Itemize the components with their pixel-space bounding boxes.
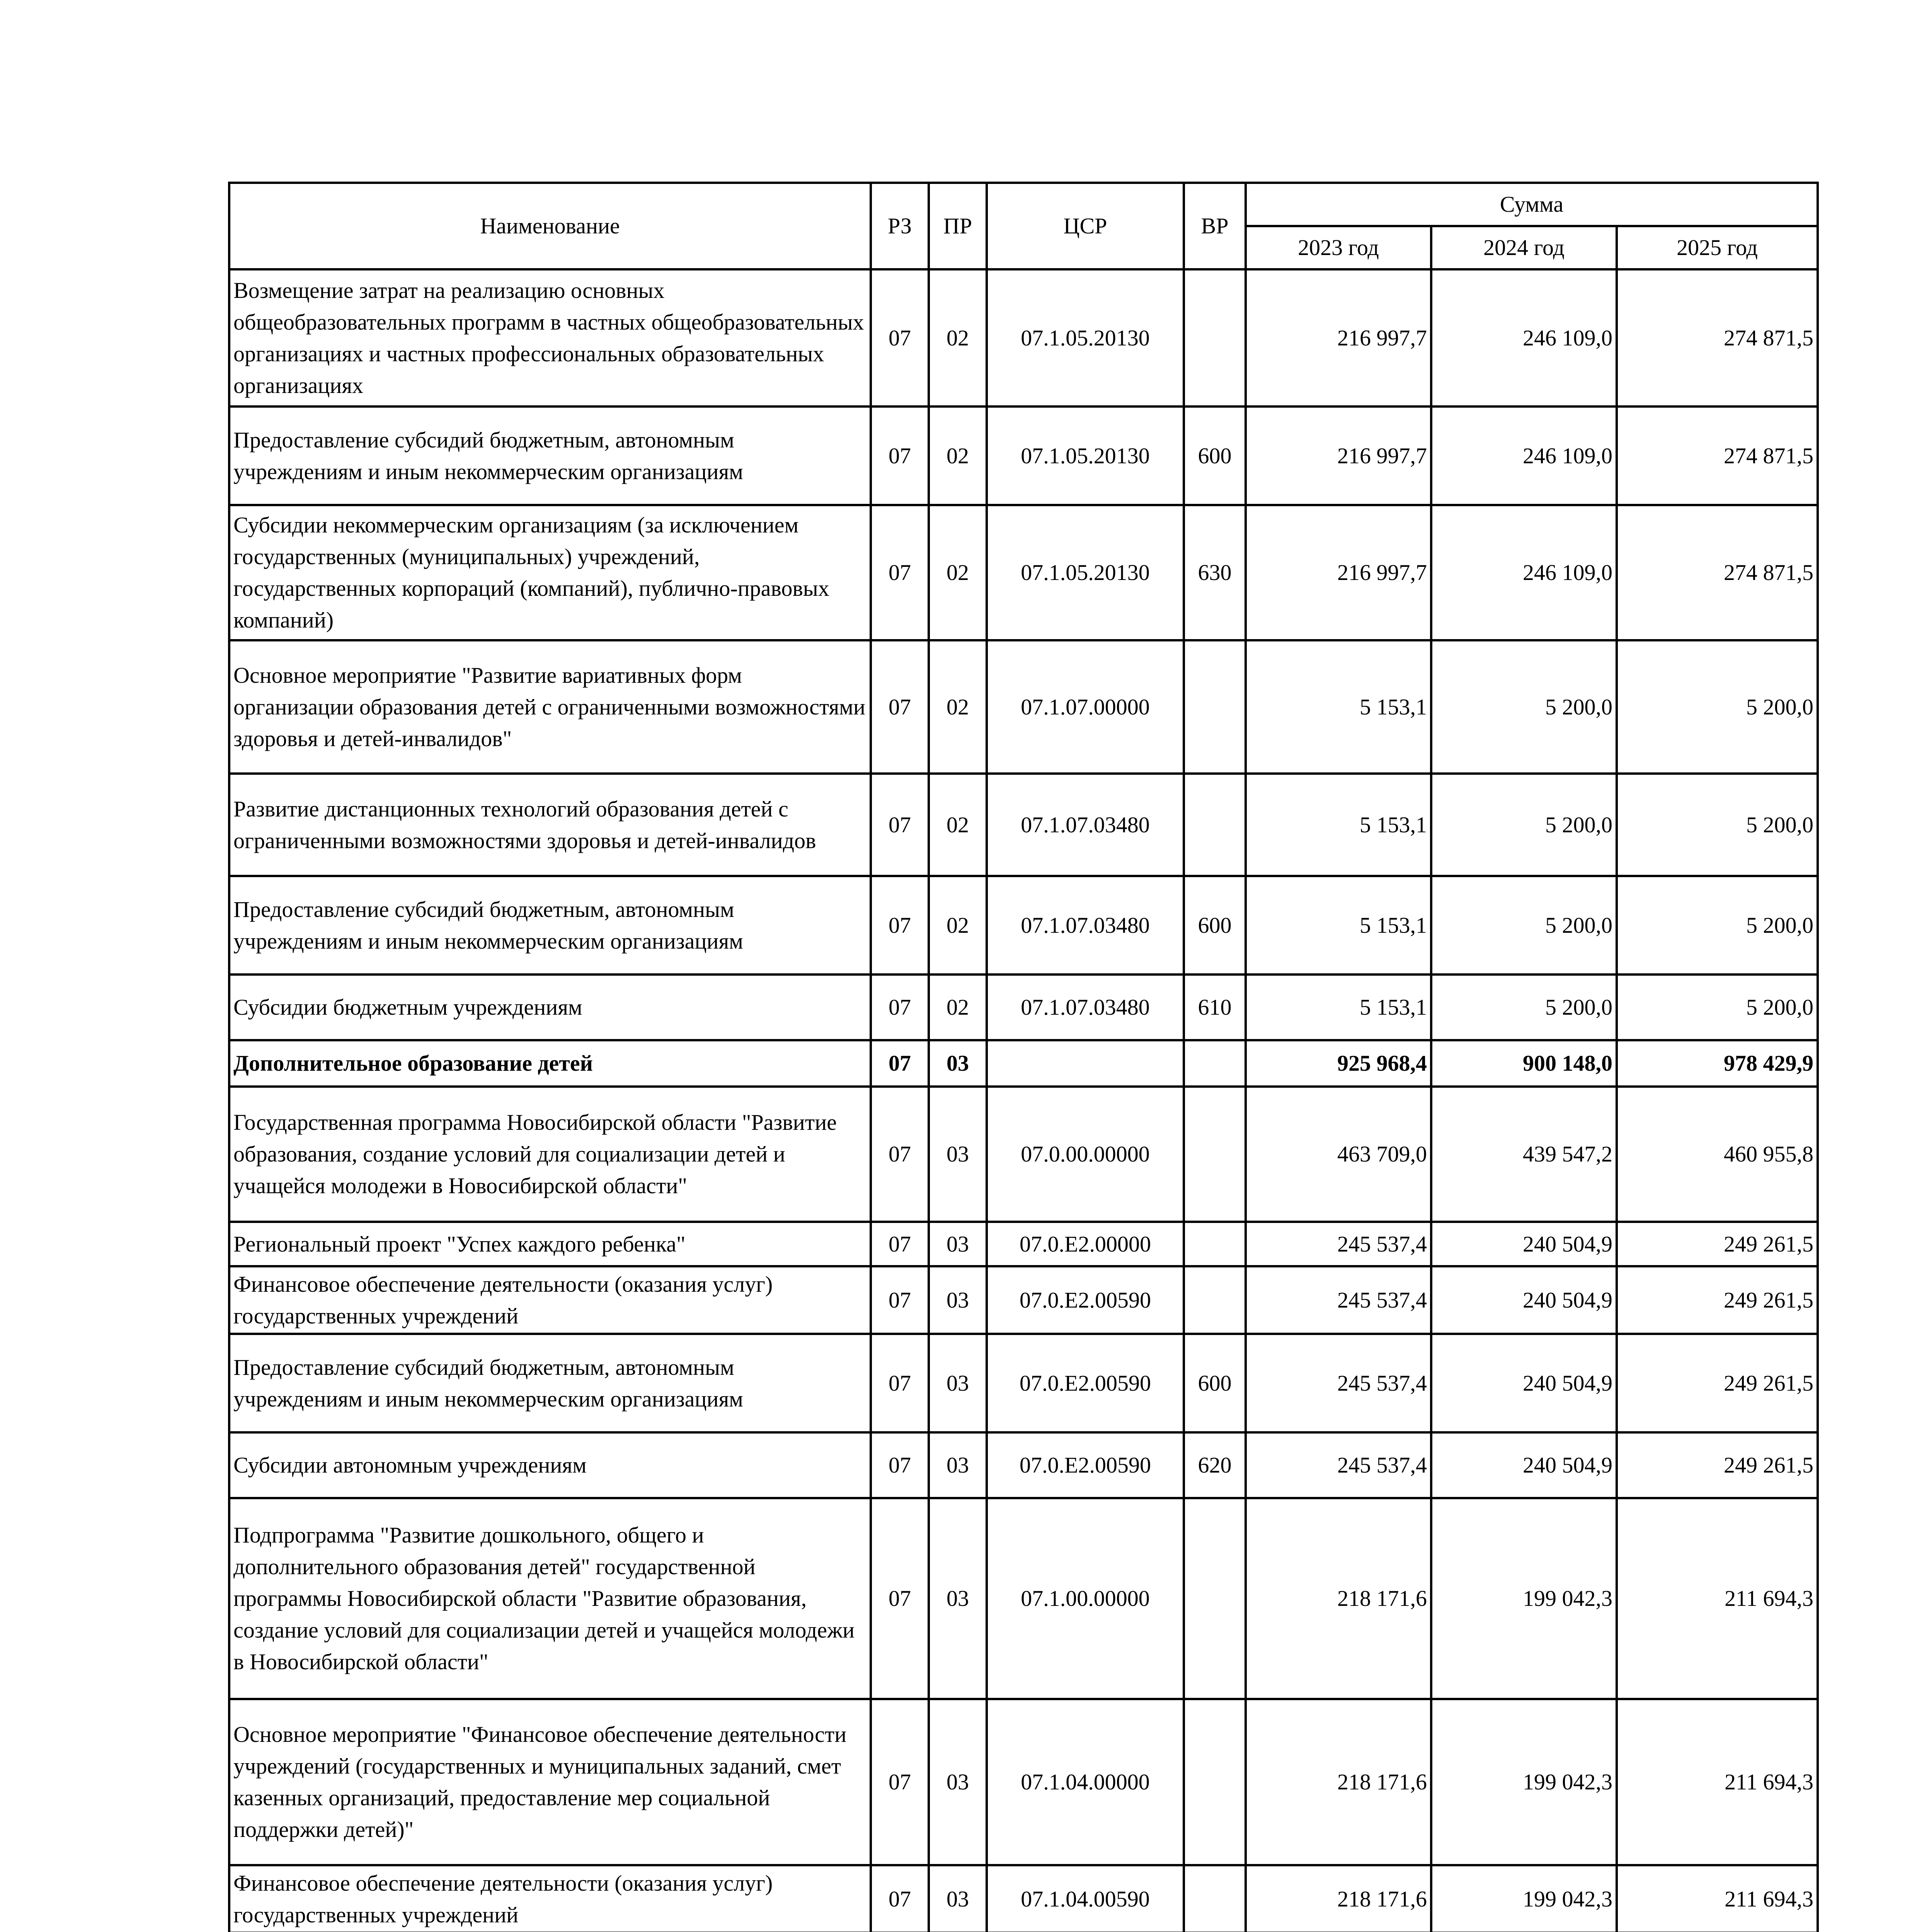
row-name: Субсидии бюджетным учреждениям: [229, 975, 871, 1040]
row-vr: 600: [1184, 406, 1246, 505]
row-2024: 5 200,0: [1431, 876, 1617, 975]
row-vr: [1184, 1222, 1246, 1266]
row-vr: [1184, 269, 1246, 406]
row-2023: 245 537,4: [1246, 1266, 1431, 1334]
row-pr: 03: [929, 1498, 987, 1699]
row-vr: 630: [1184, 505, 1246, 640]
row-2023: 216 997,7: [1246, 505, 1431, 640]
row-2025: 211 694,3: [1617, 1865, 1818, 1932]
row-vr: 600: [1184, 876, 1246, 975]
row-2023: 5 153,1: [1246, 774, 1431, 876]
row-2025: 274 871,5: [1617, 269, 1818, 406]
row-2025: 5 200,0: [1617, 640, 1818, 774]
row-2024: 246 109,0: [1431, 269, 1617, 406]
row-rz: 07: [871, 505, 929, 640]
row-name: Субсидии автономным учреждениям: [229, 1432, 871, 1498]
row-2025: 978 429,9: [1617, 1040, 1818, 1087]
row-vr: [1184, 774, 1246, 876]
row-2025: 274 871,5: [1617, 406, 1818, 505]
table-body: [229, 269, 1818, 1932]
row-pr: 03: [929, 1040, 987, 1087]
row-rz: 07: [871, 876, 929, 975]
row-csr: 07.1.00.00000: [987, 1498, 1184, 1699]
row-2023: 5 153,1: [1246, 876, 1431, 975]
row-2023: 245 537,4: [1246, 1334, 1431, 1432]
row-rz: 07: [871, 774, 929, 876]
row-name: Финансовое обеспечение деятельности (оказания услуг) государственных учреждений: [229, 1865, 871, 1932]
table-row: [229, 1087, 1818, 1222]
row-csr: 07.0.E2.00590: [987, 1266, 1184, 1334]
row-2025: 249 261,5: [1617, 1266, 1818, 1334]
row-2024: 900 148,0: [1431, 1040, 1617, 1087]
row-csr: 07.1.05.20130: [987, 269, 1184, 406]
table-row: [229, 1865, 1818, 1932]
row-2024: 240 504,9: [1431, 1266, 1617, 1334]
row-2023: 5 153,1: [1246, 640, 1431, 774]
table-row: [229, 406, 1818, 505]
row-2024: 240 504,9: [1431, 1222, 1617, 1266]
row-name: Предоставление субсидий бюджетным, автономным учреждениям и иным некоммерческим организациям: [229, 406, 871, 505]
row-vr: 620: [1184, 1432, 1246, 1498]
table-row: [229, 975, 1818, 1040]
row-csr: 07.0.00.00000: [987, 1087, 1184, 1222]
row-2024: 5 200,0: [1431, 640, 1617, 774]
row-rz: 07: [871, 975, 929, 1040]
row-2025: 460 955,8: [1617, 1087, 1818, 1222]
header-2025: 2025 год: [1617, 226, 1818, 269]
row-vr: [1184, 1087, 1246, 1222]
row-csr: 07.1.07.03480: [987, 975, 1184, 1040]
row-2023: 245 537,4: [1246, 1222, 1431, 1266]
header-rz: РЗ: [871, 183, 929, 269]
row-2025: 249 261,5: [1617, 1334, 1818, 1432]
header-name: Наименование: [229, 183, 871, 269]
row-name: Предоставление субсидий бюджетным, автономным учреждениям и иным некоммерческим организациям: [229, 1334, 871, 1432]
row-name: Развитие дистанционных технологий образования детей с ограниченными возможностями здоровья и детей-инвалидов: [229, 774, 871, 876]
row-vr: [1184, 1865, 1246, 1932]
row-2023: 925 968,4: [1246, 1040, 1431, 1087]
header-2023: 2023 год: [1246, 226, 1431, 269]
row-pr: 03: [929, 1865, 987, 1932]
row-rz: 07: [871, 1222, 929, 1266]
row-2024: 246 109,0: [1431, 406, 1617, 505]
row-vr: 610: [1184, 975, 1246, 1040]
row-rz: 07: [871, 1498, 929, 1699]
row-pr: 03: [929, 1334, 987, 1432]
row-2025: 249 261,5: [1617, 1222, 1818, 1266]
header-pr: ПР: [929, 183, 987, 269]
row-name: Региональный проект "Успех каждого ребенка": [229, 1222, 871, 1266]
row-2024: 246 109,0: [1431, 505, 1617, 640]
row-rz: 07: [871, 269, 929, 406]
table-row: [229, 1222, 1818, 1266]
row-name: Субсидии некоммерческим организациям (за исключением государственных (муниципальных) учреждений, государственных корпораций (компаний), публично-правовых компаний): [229, 505, 871, 640]
row-rz: 07: [871, 406, 929, 505]
table-row: [229, 1266, 1818, 1334]
row-csr: 07.1.05.20130: [987, 505, 1184, 640]
table-row: [229, 640, 1818, 774]
row-pr: 02: [929, 269, 987, 406]
row-rz: 07: [871, 1087, 929, 1222]
row-2024: 199 042,3: [1431, 1865, 1617, 1932]
row-2025: 249 261,5: [1617, 1432, 1818, 1498]
row-2025: 274 871,5: [1617, 505, 1818, 640]
row-name: Предоставление субсидий бюджетным, автономным учреждениям и иным некоммерческим организациям: [229, 876, 871, 975]
header-vr: ВР: [1184, 183, 1246, 269]
row-vr: [1184, 1699, 1246, 1865]
table-row: [229, 1334, 1818, 1432]
row-rz: 07: [871, 640, 929, 774]
row-csr: [987, 1040, 1184, 1087]
row-csr: 07.1.04.00000: [987, 1699, 1184, 1865]
row-pr: 02: [929, 640, 987, 774]
row-name: Возмещение затрат на реализацию основных общеобразовательных программ в частных общеобразовательных организациях и частных профессиональных образовательных организациях: [229, 269, 871, 406]
row-pr: 02: [929, 876, 987, 975]
row-pr: 03: [929, 1222, 987, 1266]
row-csr: 07.1.04.00590: [987, 1865, 1184, 1932]
row-csr: 07.1.07.03480: [987, 774, 1184, 876]
row-2025: 5 200,0: [1617, 876, 1818, 975]
row-2023: 216 997,7: [1246, 406, 1431, 505]
row-pr: 02: [929, 774, 987, 876]
row-pr: 03: [929, 1432, 987, 1498]
row-2024: 5 200,0: [1431, 774, 1617, 876]
row-name: Дополнительное образование детей: [229, 1040, 871, 1087]
row-2024: 199 042,3: [1431, 1498, 1617, 1699]
row-2024: 5 200,0: [1431, 975, 1617, 1040]
row-csr: 07.1.07.00000: [987, 640, 1184, 774]
row-pr: 03: [929, 1699, 987, 1865]
table-row: [229, 269, 1818, 406]
table-row: [229, 1699, 1818, 1865]
budget-table: [228, 182, 1819, 1932]
row-2023: 218 171,6: [1246, 1498, 1431, 1699]
row-csr: 07.0.E2.00000: [987, 1222, 1184, 1266]
row-2023: 245 537,4: [1246, 1432, 1431, 1498]
row-name: Финансовое обеспечение деятельности (оказания услуг) государственных учреждений: [229, 1266, 871, 1334]
row-2024: 240 504,9: [1431, 1334, 1617, 1432]
row-vr: [1184, 1266, 1246, 1334]
row-2023: 5 153,1: [1246, 975, 1431, 1040]
row-rz: 07: [871, 1334, 929, 1432]
row-name: Подпрограмма "Развитие дошкольного, общего и дополнительного образования детей" государственной программы Новосибирской области "Развитие образования, создание условий для социализации детей и учащейся молодежи в Новосибирской области": [229, 1498, 871, 1699]
row-2025: 5 200,0: [1617, 774, 1818, 876]
row-2025: 211 694,3: [1617, 1498, 1818, 1699]
row-pr: 03: [929, 1266, 987, 1334]
row-rz: 07: [871, 1699, 929, 1865]
row-rz: 07: [871, 1865, 929, 1932]
row-2024: 240 504,9: [1431, 1432, 1617, 1498]
row-name: Основное мероприятие "Финансовое обеспечение деятельности учреждений (государственных и муниципальных заданий, смет казенных организаций, предоставление мер социальной поддержки детей)": [229, 1699, 871, 1865]
header-2024: 2024 год: [1431, 226, 1617, 269]
row-2024: 199 042,3: [1431, 1699, 1617, 1865]
row-rz: 07: [871, 1040, 929, 1087]
row-2023: 463 709,0: [1246, 1087, 1431, 1222]
row-rz: 07: [871, 1266, 929, 1334]
table-row: [229, 1432, 1818, 1498]
table-row: [229, 1040, 1818, 1087]
table-row: [229, 505, 1818, 640]
row-rz: 07: [871, 1432, 929, 1498]
row-2023: 218 171,6: [1246, 1699, 1431, 1865]
row-vr: 600: [1184, 1334, 1246, 1432]
row-vr: [1184, 1498, 1246, 1699]
row-csr: 07.1.07.03480: [987, 876, 1184, 975]
row-csr: 07.0.E2.00590: [987, 1432, 1184, 1498]
row-vr: [1184, 1040, 1246, 1087]
row-name: Государственная программа Новосибирской области "Развитие образования, создание условий для социализации детей и учащейся молодежи в Новосибирской области": [229, 1087, 871, 1222]
row-csr: 07.0.E2.00590: [987, 1334, 1184, 1432]
row-2023: 218 171,6: [1246, 1865, 1431, 1932]
row-pr: 03: [929, 1087, 987, 1222]
row-vr: [1184, 640, 1246, 774]
row-2024: 439 547,2: [1431, 1087, 1617, 1222]
row-csr: 07.1.05.20130: [987, 406, 1184, 505]
row-pr: 02: [929, 505, 987, 640]
table-row: [229, 774, 1818, 876]
table-row: [229, 1498, 1818, 1699]
row-2025: 211 694,3: [1617, 1699, 1818, 1865]
header-sum: Сумма: [1246, 183, 1818, 226]
row-name: Основное мероприятие "Развитие вариативных форм организации образования детей с ограниченными возможностями здоровья и детей-инвалидов": [229, 640, 871, 774]
table-row: [229, 876, 1818, 975]
row-2025: 5 200,0: [1617, 975, 1818, 1040]
header-csr: ЦСР: [987, 183, 1184, 269]
row-pr: 02: [929, 975, 987, 1040]
row-2023: 216 997,7: [1246, 269, 1431, 406]
row-pr: 02: [929, 406, 987, 505]
